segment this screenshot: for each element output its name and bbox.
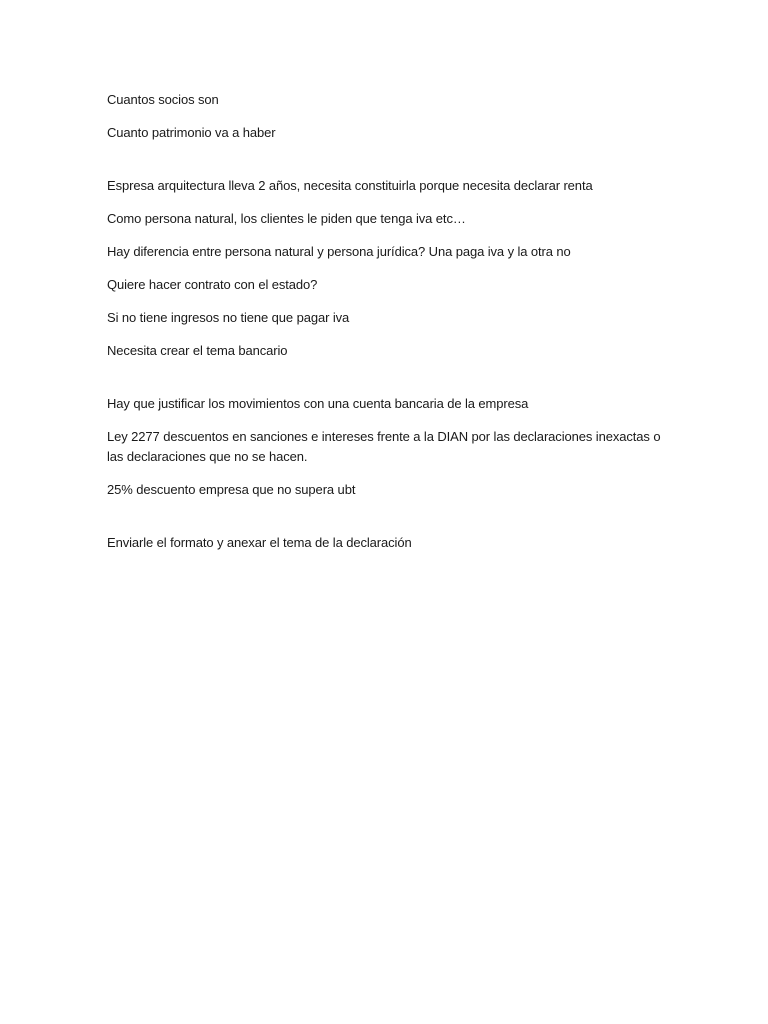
blank-line xyxy=(107,374,677,394)
paragraph: Si no tiene ingresos no tiene que pagar iva xyxy=(107,310,350,325)
paragraph: 25% descuento empresa que no supera ubt xyxy=(107,482,356,497)
paragraph: Cuanto patrimonio va a haber xyxy=(107,125,276,140)
paragraph: Hay diferencia entre persona natural y persona jurídica? Una paga iva y la otra no xyxy=(107,244,571,259)
paragraph: Necesita crear el tema bancario xyxy=(107,343,288,358)
blank-line xyxy=(107,513,677,533)
paragraph: Cuantos socios son xyxy=(107,92,219,107)
paragraph: Hay que justificar los movimientos con una cuenta bancaria de la empresa xyxy=(107,396,529,411)
paragraph: Enviarle el formato y anexar el tema de la declaración xyxy=(107,535,412,550)
paragraph: Quiere hacer contrato con el estado? xyxy=(107,277,318,292)
document-body xyxy=(107,90,677,566)
paragraph: Ley 2277 descuentos en sanciones e intereses frente a la DIAN por las declaraciones inexactas o las declaraciones que no se hacen. xyxy=(107,429,661,464)
blank-line xyxy=(107,156,677,176)
paragraph: Espresa arquitectura lleva 2 años, necesita constituirla porque necesita declarar renta xyxy=(107,178,593,193)
paragraph: Como persona natural, los clientes le piden que tenga iva etc… xyxy=(107,211,466,226)
